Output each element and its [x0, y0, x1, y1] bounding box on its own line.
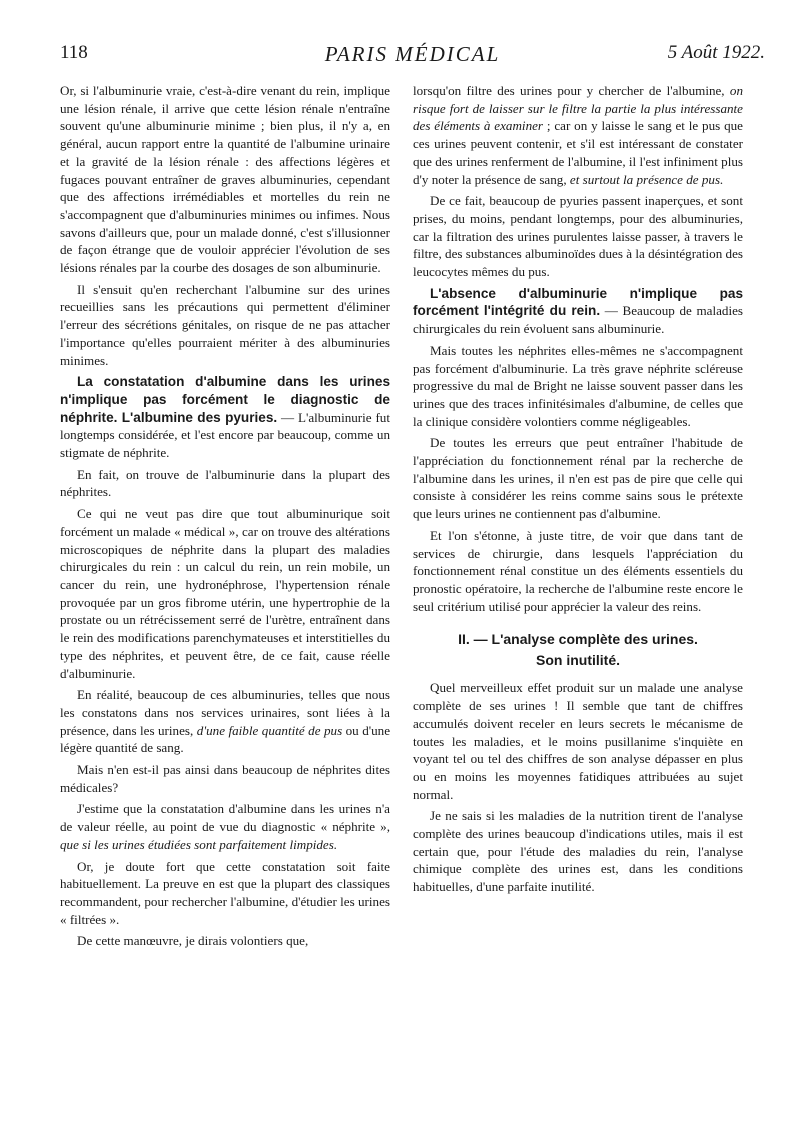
paragraph	[60, 82, 390, 277]
paragraph	[413, 342, 743, 431]
section-heading-line: II. — L'analyse complète des urines.	[458, 631, 698, 648]
paragraph-text: Ce qui ne veut pas dire que tout albuminurique soit forcément un malade « médical », car on trouve des altérations microscopiques de néphrite dans la plupart des maladies chirurgicales du rein : un calcul du rein, un rein mobile, un cancer du rein, une hydronéphrose, l'hypertension rénale provoquée par un gros fibrome utérin, une hypertrophie de la prostate ou un rétrécissement serré de l'urètre, entraînent dans le rein des modifications parenchymateuses et interstitielles du type des néphrites, et peuvent être, de ce fait, cause réelle d'albuminurie.	[60, 506, 390, 681]
paragraph-text: lorsqu'on filtre des urines pour y chercher de l'albumine,	[413, 83, 730, 98]
right-column	[413, 82, 743, 900]
run-in-heading: La constatation d'albumine dans les urines n'implique pas forcément le diagnostic de néphrite. L'albumine des pyuries.	[60, 374, 390, 425]
paragraph-text: En réalité, beaucoup de ces albuminuries, telles que nous les constatons dans nos services urinaires, sont liées à la présence, dans les urines,	[60, 687, 390, 738]
section-heading	[413, 629, 743, 671]
paragraph	[413, 807, 743, 896]
paragraph	[60, 932, 390, 950]
italic-text: et surtout la présence de pus.	[569, 171, 724, 187]
paragraph-text: En fait, on trouve de l'albuminurie dans la plupart des néphrites.	[60, 466, 390, 500]
italic-text: on risque fort de laisser sur le filtre la partie la plus intéressante des éléments à examiner	[413, 83, 743, 134]
paragraph	[60, 686, 390, 757]
paragraph	[413, 679, 743, 803]
paragraph	[60, 466, 390, 501]
italic-text: que si les urines étudiées sont parfaitement limpides.	[60, 836, 338, 852]
page-number: 118	[60, 42, 88, 63]
left-column	[60, 82, 390, 954]
paragraph	[60, 858, 390, 929]
paragraph-text: Je ne sais si les maladies de la nutrition tirent de l'analyse complète des urines beaucoup d'indications utiles, mais il est certain que, pour l'étude des maladies du rein, l'analyse chimique complète des urines est, dans les conditions habituelles, d'une parfaite inutilité.	[413, 808, 743, 895]
page-header	[60, 42, 765, 72]
paragraph-text: De toutes les erreurs que peut entraîner l'habitude de l'appréciation du fonctionnement rénal par la recherche de l'albumine dans les urines, il n'en est pas de pire que celle qui consiste à considérer les reins comme sains sous le prétexte que leurs urines ne contiennent pas d'albumine.	[413, 435, 743, 522]
paragraph-text: ; car on y laisse le sang et le pus que ces urines peuvent contenir, et s'il est intéressant de constater que des urines renferment de l'albumine, il l'est infiniment plus d'y noter la présence de sang,	[413, 118, 743, 187]
paragraph	[60, 281, 390, 370]
italic-text: d'une faible quantité de pus	[196, 722, 343, 738]
paragraph-text: De cette manœuvre, je dirais volontiers que,	[77, 933, 309, 949]
paragraph	[60, 505, 390, 682]
paragraph	[413, 192, 743, 281]
paragraph	[413, 527, 743, 616]
paragraph-text: Mais n'en est-il pas ainsi dans beaucoup de néphrites dites médicales?	[60, 762, 390, 795]
paragraph-text: — Beaucoup de maladies chirurgicales du rein évoluent sans albuminurie.	[413, 303, 743, 337]
paragraph	[413, 434, 743, 523]
paragraph	[60, 800, 390, 853]
paragraph-text: Or, je doute fort que cette constatation soit faite habituellement. La preuve en est que la plupart des classiques recommandent, pour rechercher l'albumine, d'étudier les urines « filtrées ».	[60, 858, 390, 927]
paragraph-text: ou d'une légère quantité de sang.	[60, 722, 391, 756]
journal-title: PARIS MÉDICAL	[324, 42, 501, 66]
paragraph-text: Quel merveilleux effet produit sur un malade une analyse complète de ses urines ! Il semble que tant de chiffres accumulés doivent receler en leurs secrets le mécanisme de toutes les maladies, et le moins pusillanime s'inquiète en voyant tel ou tel des chiffres de son analyse dépasser en plus ou en moins les moyennes fatidiques attribuées au sujet normal.	[413, 680, 743, 802]
paragraph-text: — L'albuminurie fut longtemps considérée, et l'est encore par beaucoup, comme un stigmate de néphrite.	[60, 409, 390, 461]
paragraph-text: Et l'on s'étonne, à juste titre, de voir que dans tant de services de chirurgie, dans lesquels l'appréciation du fonctionnement rénal constitue un des éléments essentiels du pronostic opératoire, la recherche de l'albumine reste encore le seul critérium utilisé pour apprécier la valeur des reins.	[413, 527, 743, 614]
paragraph-text: J'estime que la constatation d'albumine dans les urines n'a de valeur réelle, au point de vue du diagnostic « néphrite »,	[60, 801, 390, 835]
paragraph	[413, 285, 743, 338]
issue-date: 5 Août 1922.	[667, 42, 765, 63]
paragraph-text: De ce fait, beaucoup de pyuries passent inaperçues, et sont prises, du moins, pendant longtemps, pour des albuminuries, car la filtration des urines purulentes laisse passer, à travers le filtre, des substances albuminoïdes dues à la désintégration des leucocytes mêmes du pus.	[413, 193, 743, 280]
paragraph-text: Or, si l'albuminurie vraie, c'est-à-dire venant du rein, implique une lésion rénale, il arrive que cette lésion rénale n'entraîne souvent qu'une albuminurie minime ; bien plus, il n'y a, en général, aucun rapport entre la quantité de l'albumine urinaire et la gravité de la lésion rénale : des affections légères et fugaces pouvant entraîner de graves albuminuries, cependant que des affections irrémédiables et mortelles du rein ne s'accompagnent que d'albuminuries minimes ou infimes. Nous savons d'ailleurs que, pour un malade donné, c'est s'illusionner de façon étrange que de vouloir apprécier l'évolution de ses lésions rénales par la courbe des dosages de son albuminurie.	[60, 83, 390, 276]
paragraph-text: Mais toutes les néphrites elles-mêmes ne s'accompagnent pas forcément d'albuminurie. La très grave néphrite scléreuse progressive du mal de Bright ne laisse souvent passer dans les urines que des traces infinitésimales d'albumine, de celles que la clinique considère volontiers comme négligeables.	[413, 342, 743, 429]
paragraph-text: Il s'ensuit qu'en recherchant l'albumine sur des urines recueillies sans les précautions qui permettent d'éliminer l'erreur des sécrétions génitales, on risque de ne pas attacher l'importance qu'elles pourraient mériter à des albuminuries minimes.	[60, 281, 390, 368]
paragraph	[60, 373, 390, 462]
paragraph	[60, 761, 390, 796]
section-heading-line: Son inutilité.	[536, 652, 620, 669]
run-in-heading: L'absence d'albuminurie n'implique pas forcément l'intégrité du rein.	[413, 285, 743, 319]
paragraph	[413, 82, 743, 188]
